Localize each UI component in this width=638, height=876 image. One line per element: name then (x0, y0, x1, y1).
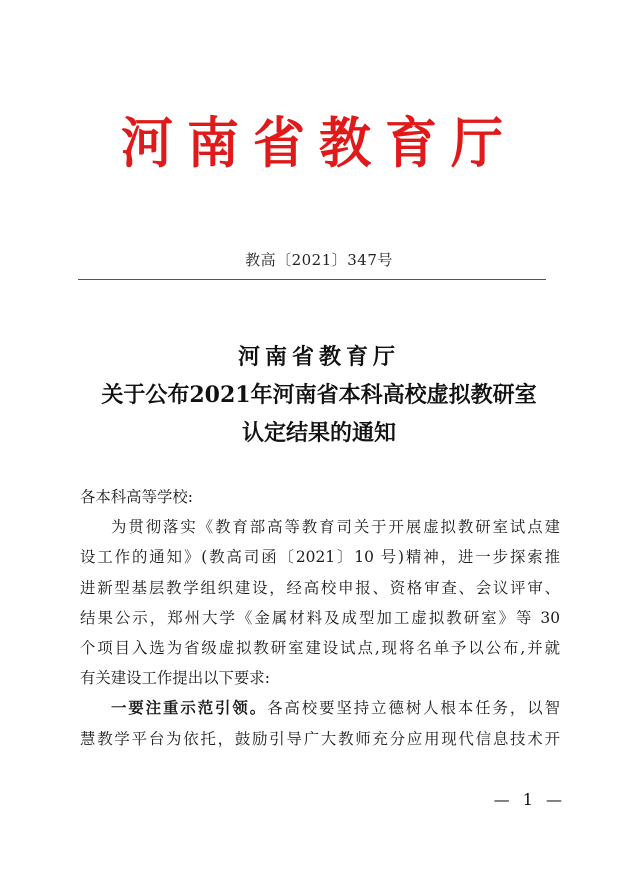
title-line-3: 认定结果的通知 (241, 420, 396, 446)
requirement-heading: 一要注重示范引领。 (111, 699, 268, 718)
paragraph-2-line-1-text: 各高校要坚持立德树人根本任务，以智 (267, 699, 560, 718)
title-line-2: 关于公布2021年河南省本科高校虚拟教研室 (101, 382, 537, 408)
page-number: — 1 — (493, 790, 566, 809)
notice-title (0, 338, 638, 452)
paragraph-1-line-1: 为贯彻落实《教育部高等教育司关于开展虚拟教研室试点建 (111, 518, 560, 537)
paragraph-1-line-3: 进新型基层教学组织建设，经高校申报、资格审查、会议评审、 (80, 578, 560, 597)
paragraph-1-line-6: 有关建设工作提出以下要求: (80, 669, 270, 688)
paragraph-2-line-2: 慧教学平台为依托，鼓励引导广大教师充分应用现代信息技术开 (80, 729, 560, 748)
paragraph-1-line-5: 个项目入选为省级虚拟教研室建设试点,现将名单予以公布,并就 (80, 639, 560, 658)
title-line-1: 河南省教育厅 (237, 344, 400, 370)
paragraph-1-line-4: 结果公示，郑州大学《金属材料及成型加工虚拟教研室》等 30 (80, 608, 560, 627)
document-number: 教高〔2021〕347号 (245, 251, 393, 269)
paragraph-1-line-2: 设工作的通知》(教高司函〔2021〕10 号)精神，进一步探索推 (80, 548, 560, 567)
paragraph-2-line-1 (80, 693, 560, 723)
salutation: 各本科高等学校: (80, 488, 193, 506)
red-divider-line (78, 279, 546, 280)
notice-body (80, 482, 560, 754)
issuing-authority-header: 河南省教育厅 (120, 111, 517, 176)
